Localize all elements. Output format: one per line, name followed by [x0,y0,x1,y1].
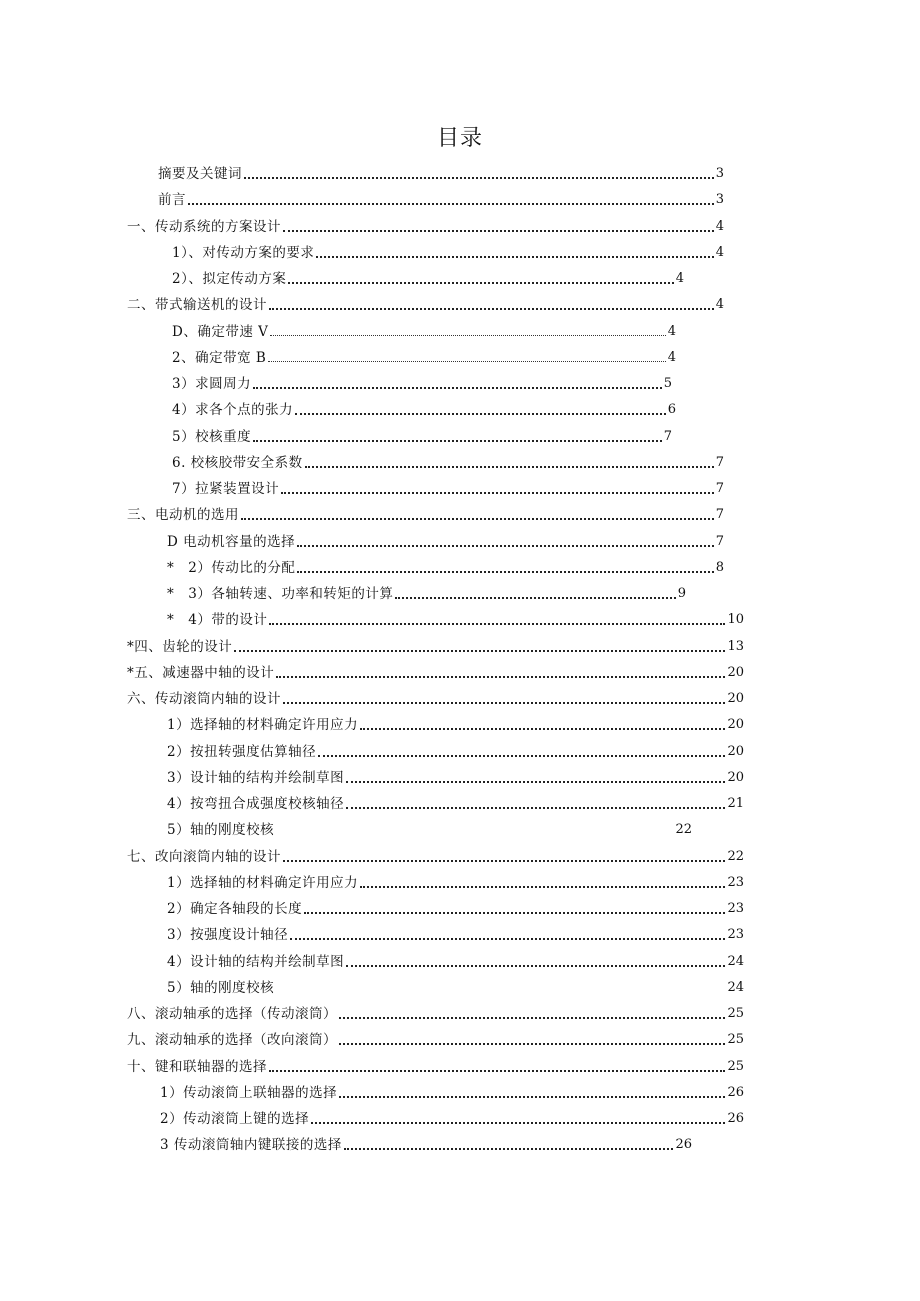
toc-entry[interactable] [167,528,724,552]
toc-entry-label: 1）传动滚筒上联轴器的选择 [160,1085,338,1101]
toc-entry[interactable] [172,318,676,342]
toc-entry[interactable] [167,869,744,893]
toc-entry-page-number: 20 [727,691,744,706]
toc-entry-page-number: 7 [715,481,724,496]
toc-entry[interactable] [167,974,744,998]
toc-leader-dots [269,623,725,625]
toc-leader-dots [305,466,714,468]
toc-entry-label: D 电动机容量的选择 [167,534,296,550]
toc-entry-page-number: 20 [727,717,744,732]
toc-leader-dots [244,177,714,179]
toc-leader-dots [346,807,725,809]
toc-entry-label: 4）求各个点的张力 [172,402,294,418]
toc-entry[interactable] [127,843,744,867]
toc-entry[interactable] [167,948,744,972]
toc-entry-label: * 2）传动比的分配 [167,560,296,576]
toc-leader-dots [395,597,675,599]
toc-entry-page-number: 5 [663,376,672,391]
toc-entry-page-number: 9 [677,586,686,601]
toc-leader-dots [304,912,725,914]
toc-entry-label: 5）轴的刚度校核 [167,822,275,838]
toc-entry-label: * 3）各轴转速、功率和转矩的计算 [167,586,394,602]
toc-entry[interactable] [158,186,724,210]
toc-entry[interactable] [172,396,676,420]
toc-entry-page-number: 7 [715,534,724,549]
toc-entry-page-number: 26 [727,1111,744,1126]
toc-entry-page-number: 4 [715,219,724,234]
toc-entry-label: 6. 校核胶带安全系数 [172,455,303,471]
toc-leader-dots [346,781,725,783]
toc-leader-dots [269,1070,725,1072]
toc-entry[interactable] [172,449,724,473]
toc-entry[interactable] [127,1000,744,1024]
toc-entry-label: 摘要及关键词 [158,166,242,182]
toc-leader-dots [360,728,725,730]
toc-entry[interactable] [172,370,672,394]
toc-entry[interactable] [127,633,744,657]
toc-leader-dots [344,1148,674,1150]
toc-entry-page-number: 4 [715,245,724,260]
toc-entry-label: 一、传动系统的方案设计 [127,219,281,235]
toc-entry-page-number: 23 [727,927,744,942]
toc-entry-page-number: 4 [667,350,676,365]
toc-leader-dots [253,440,662,442]
toc-entry[interactable] [167,606,744,630]
toc-entry[interactable] [158,160,724,184]
toc-entry-label: 1）、对传动方案的要求 [172,245,315,261]
toc-entry-page-number: 8 [715,560,724,575]
toc-leader-dots [270,335,665,336]
toc-entry[interactable] [172,475,724,499]
toc-entry-label: 4）设计轴的结构并绘制草图 [167,954,345,970]
toc-entry-page-number: 23 [727,901,744,916]
toc-entry-label: 六、传动滚筒内轴的设计 [127,691,281,707]
toc-leader-dots [288,282,673,284]
toc-entry-page-number: 4 [667,324,676,339]
toc-entry[interactable] [167,895,744,919]
toc-entry-label: *五、减速器中轴的设计 [127,665,275,681]
toc-entry-label: 2、确定带宽 B [172,350,267,366]
toc-entry-page-number: 7 [715,455,724,470]
toc-entry[interactable] [167,580,686,604]
toc-entry-page-number: 7 [715,507,724,522]
page-title: 目录 [436,126,483,151]
toc-entry-page-number: 26 [727,1085,744,1100]
toc-entry-label: 3）按强度设计轴径 [167,927,289,943]
toc-entry-page-number: 13 [727,639,744,654]
toc-entry-label: 二、带式输送机的设计 [127,297,267,313]
toc-entry[interactable] [172,265,684,289]
toc-entry-label: 3）设计轴的结构并绘制草图 [167,770,345,786]
toc-entry[interactable] [167,790,744,814]
toc-entry-label: 2）传动滚筒上键的选择 [160,1111,310,1127]
toc-entry-label: 十、键和联轴器的选择 [127,1059,267,1075]
toc-leader-dots [269,308,714,310]
toc-leader-dots [318,755,725,757]
toc-leader-dots [283,860,725,862]
toc-leader-dots [188,203,714,205]
toc-entry-label: 3）求圆周力 [172,376,252,392]
toc-leader-dots [283,230,714,232]
toc-leader-dots [346,965,725,967]
toc-entry-label: 八、滚动轴承的选择（传动滚筒） [127,1006,337,1022]
toc-entry-page-number: 25 [727,1032,744,1047]
toc-entry-label: 1）选择轴的材料确定许用应力 [167,875,359,891]
toc-leader-dots [281,492,714,494]
toc-leader-dots [290,938,725,940]
toc-entry-label: 5）轴的刚度校核 [167,980,275,996]
toc-entry[interactable] [167,921,744,945]
toc-entry[interactable] [167,711,744,735]
toc-entry-page-number: 20 [727,744,744,759]
toc-entry[interactable] [172,239,724,263]
toc-entry-page-number: 4 [675,271,684,286]
toc-entry-label: 1）选择轴的材料确定许用应力 [167,717,359,733]
toc-leader-dots [276,676,725,678]
toc-entry-page-number: 3 [715,192,724,207]
toc-entry-page-number: 24 [727,954,744,969]
toc-entry[interactable] [167,738,744,762]
toc-entry[interactable] [160,1079,744,1103]
toc-entry-label: *四、齿轮的设计 [127,639,233,655]
toc-entry-page-number: 24 [727,980,744,995]
toc-entry-page-number: 3 [715,166,724,181]
toc-entry-page-number: 20 [727,665,744,680]
toc-entry-page-number: 10 [727,612,744,627]
toc-entry[interactable] [167,816,692,840]
toc-entry[interactable] [127,685,744,709]
toc-leader-dots [339,1017,725,1019]
toc-entry-page-number: 4 [715,297,724,312]
toc-entry[interactable] [127,659,744,683]
toc-leader-dots [316,256,713,258]
toc-leader-dots [295,413,666,415]
toc-entry-label: * 4）带的设计 [167,612,268,628]
toc-entry-page-number: 21 [727,796,744,811]
toc-entry-label: 2）确定各轴段的长度 [167,901,303,917]
toc-entry-page-number: 23 [727,875,744,890]
toc-entry-page-number: 7 [663,429,672,444]
toc-leader-dots [360,886,725,888]
toc-entry[interactable] [167,764,744,788]
toc-entry-label: 前言 [158,192,186,208]
toc-entry-page-number: 26 [675,1137,692,1152]
toc-entry[interactable] [160,1105,744,1129]
toc-entry-label: 7）拉紧装置设计 [172,481,280,497]
toc-leader-dots [234,650,725,652]
toc-entry[interactable] [127,501,724,525]
toc-entry-label: 4）按弯扭合成强度校核轴径 [167,796,345,812]
toc-entry[interactable] [167,554,724,578]
toc-entry-page-number: 6 [667,402,676,417]
toc-leader-dots [311,1122,725,1124]
toc-entry-page-number: 20 [727,770,744,785]
toc-entry-label: 三、电动机的选用 [127,507,239,523]
toc-leader-dots [283,702,725,704]
toc-entry-label: 2）按扭转强度估算轴径 [167,744,317,760]
toc-entry-label: 七、改向滚筒内轴的设计 [127,849,281,865]
toc-leader-dots [253,387,662,389]
toc-entry-label: 2）、拟定传动方案 [172,271,287,287]
toc-entry-page-number: 25 [727,1059,744,1074]
toc-entry-label: 九、滚动轴承的选择（改向滚筒） [127,1032,337,1048]
toc-entry-label: 5）校核重度 [172,429,252,445]
toc-leader-dots [339,1096,725,1098]
toc-leader-dots [297,571,713,573]
toc-leader-dots [339,1043,725,1045]
toc-entry[interactable] [160,1131,692,1155]
toc-entry[interactable] [172,423,672,447]
toc-entry[interactable] [127,291,724,315]
toc-leader-dots [297,545,714,547]
toc-entry-page-number: 22 [675,822,692,837]
toc-entry[interactable] [127,1026,744,1050]
toc-leader-dots [241,518,714,520]
toc-entry-page-number: 25 [727,1006,744,1021]
toc-entry[interactable] [172,344,676,368]
toc-leader-dots [268,361,665,362]
toc-entry-label: 3 传动滚筒轴内键联接的选择 [160,1137,342,1153]
toc-entry[interactable] [127,213,724,237]
toc-entry-page-number: 22 [727,849,744,864]
toc-entry-label: D、确定带速 V [172,324,269,340]
toc-entry[interactable] [127,1053,744,1077]
